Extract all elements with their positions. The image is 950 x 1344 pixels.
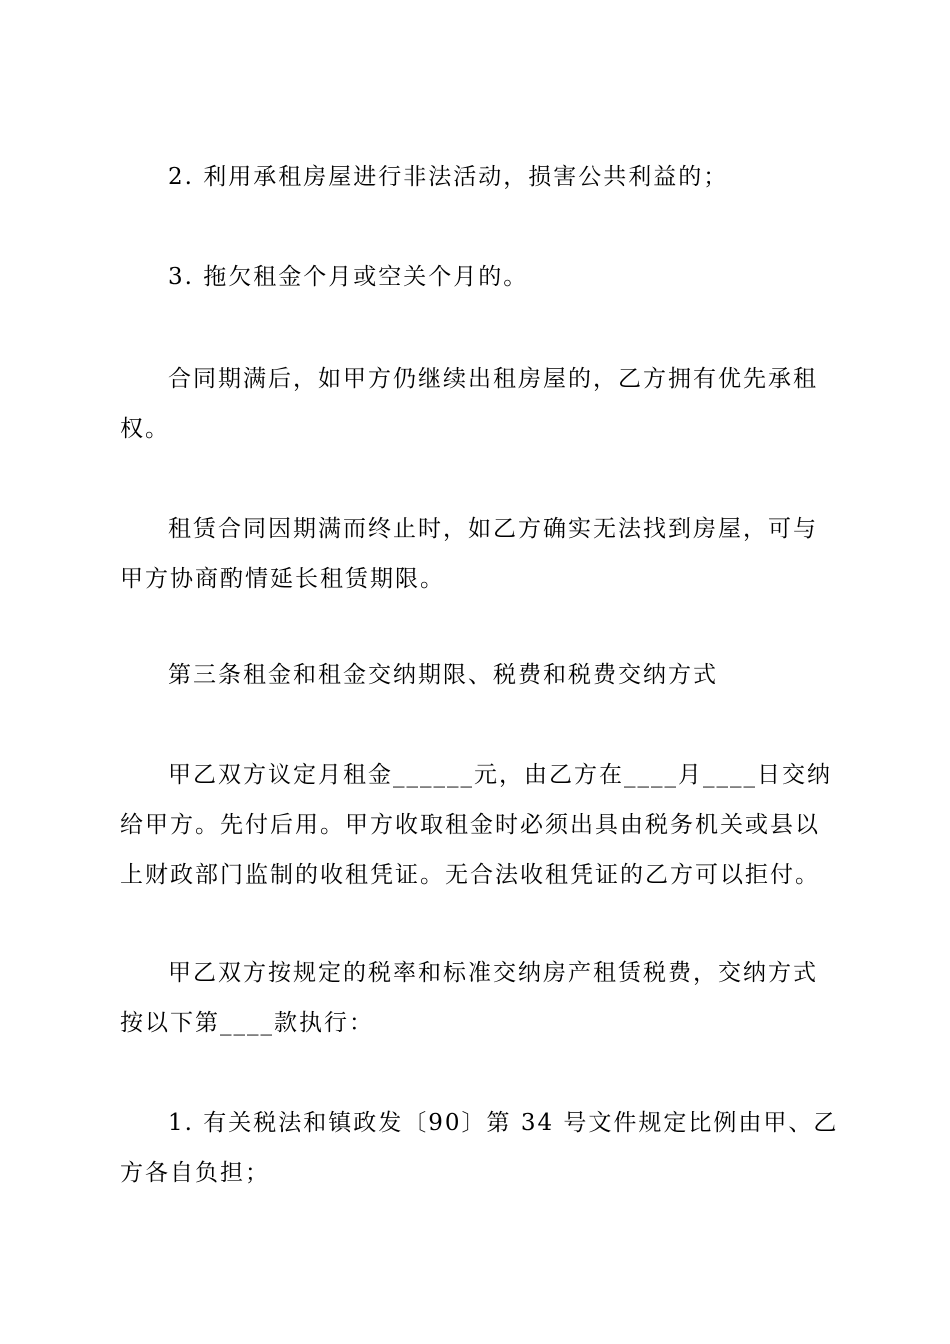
article-3-heading: 第三条租金和租金交纳期限、税费和税费交纳方式 (168, 662, 718, 688)
renewal-priority-paragraph: 合同期满后，如甲方仍继续出租房屋的，乙方拥有优先承租权。 (120, 366, 818, 442)
list-item-2: 2. 利用承租房屋进行非法活动，损害公共利益的； (168, 164, 729, 190)
lease-extension-paragraph: 租赁合同因期满而终止时，如乙方确实无法找到房屋，可与甲方协商酌情延长租赁期限。 (120, 516, 818, 592)
tax-payment-paragraph: 甲乙双方按规定的税率和标准交纳房产租赁税费，交纳方式按以下第____款执行： (120, 960, 818, 1036)
list-item-3: 3. 拖欠租金个月或空关个月的。 (168, 264, 529, 290)
rent-payment-paragraph: 甲乙双方议定月租金______元，由乙方在____月____日交纳给甲方。先付后用。甲方收取租金时必须出具由税务机关或县以上财政部门监制的收租凭证。无合法收租凭证的乙方可以拒付。 (120, 762, 832, 888)
tax-item-1: 1. 有关税法和镇政发〔90〕第 34 号文件规定比例由甲、乙方各自负担； (120, 1110, 839, 1186)
